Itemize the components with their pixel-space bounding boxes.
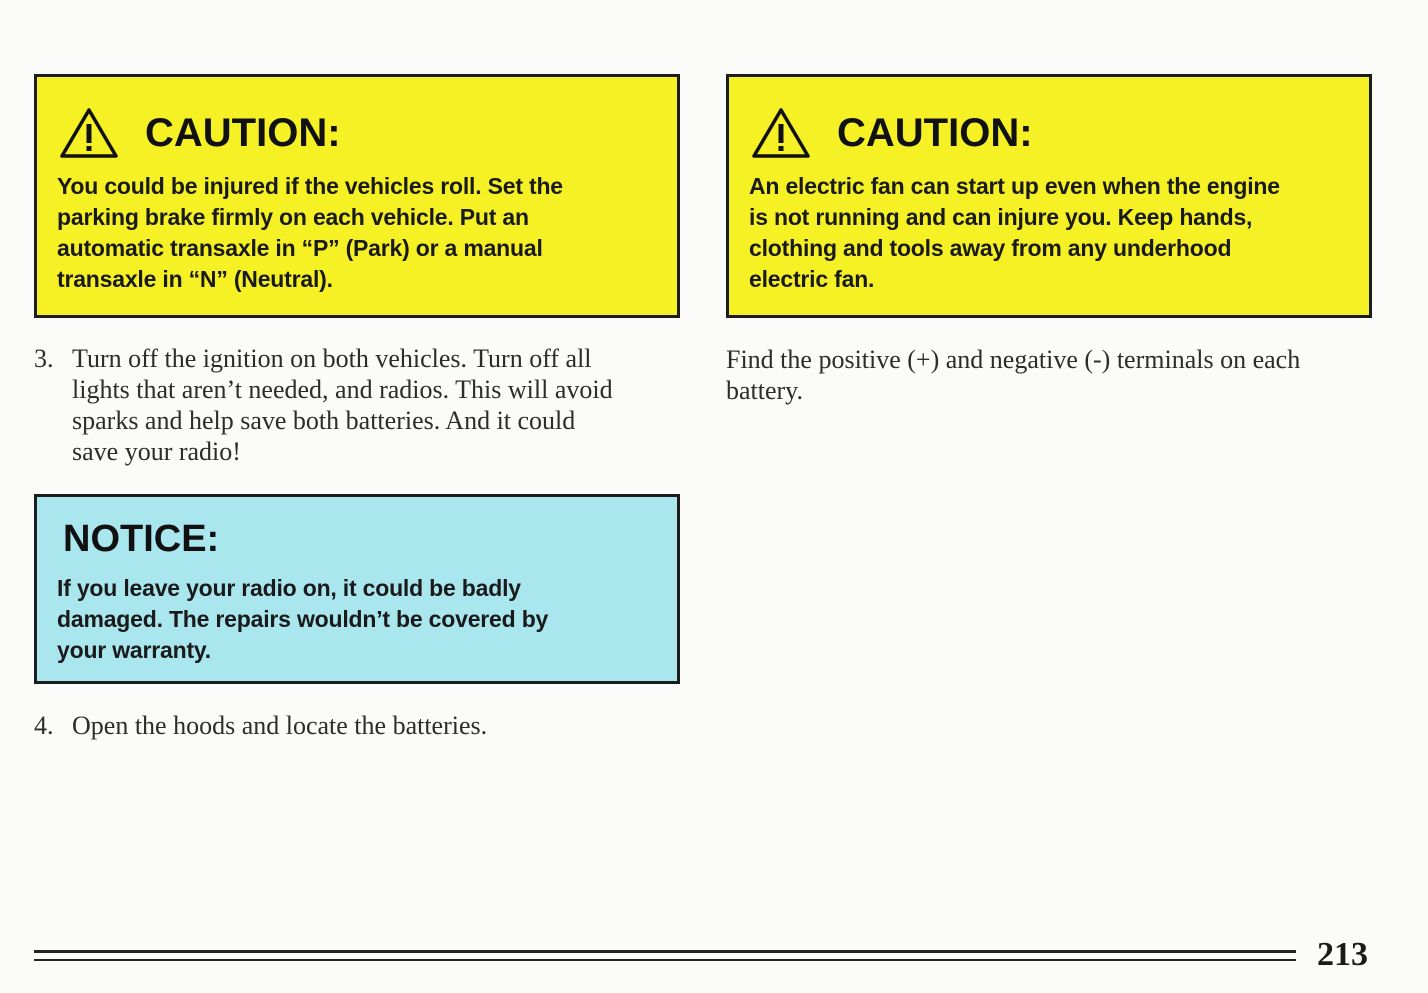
caution-line: electric fan. [749, 266, 875, 292]
paragraph-line: Find the positive (+) and negative (-) terminals on each [726, 345, 1301, 374]
caution-box-right [726, 74, 1372, 318]
step-3 [34, 343, 674, 467]
caution-line: parking brake firmly on each vehicle. Put an [57, 204, 529, 230]
step-line: save your radio! [72, 437, 241, 466]
caution-line: automatic transaxle in “P” (Park) or a manual [57, 235, 543, 261]
notice-text [57, 573, 637, 666]
notice-box [34, 494, 680, 684]
notice-line: If you leave your radio on, it could be badly [57, 575, 521, 601]
caution-line: You could be injured if the vehicles roll. Set the [57, 173, 563, 199]
step-line: lights that aren’t needed, and radios. This will avoid [72, 375, 613, 404]
notice-line: damaged. The repairs wouldn’t be covered by [57, 606, 549, 632]
caution-heading-right [751, 103, 1369, 163]
caution-line: clothing and tools away from any underhood [749, 235, 1232, 261]
terminals-paragraph [726, 344, 1386, 406]
warning-triangle-icon [59, 107, 119, 159]
step-number: 4. [34, 711, 54, 740]
page-number: 213 [1317, 936, 1368, 973]
caution-title-right: CAUTION: [837, 110, 1033, 155]
step-number: 3. [34, 344, 54, 373]
warning-triangle-icon [751, 107, 811, 159]
caution-box-left [34, 74, 680, 318]
caution-title-left: CAUTION: [145, 110, 341, 155]
step-text [72, 343, 613, 467]
caution-text-right [749, 171, 1329, 295]
step-4 [34, 710, 674, 741]
step-line: Turn off the ignition on both vehicles. Turn off all [72, 344, 592, 373]
caution-line: transaxle in “N” (Neutral). [57, 266, 333, 292]
caution-text-left [57, 171, 637, 295]
notice-line: your warranty. [57, 637, 211, 663]
footer-rule-top [34, 950, 1296, 953]
caution-heading-left [59, 103, 677, 163]
step-line: sparks and help save both batteries. And it could [72, 406, 576, 435]
footer-rule-bottom [34, 959, 1296, 961]
caution-line: is not running and can injure you. Keep hands, [749, 204, 1253, 230]
notice-heading: NOTICE: [63, 517, 220, 560]
paragraph-line: battery. [726, 376, 803, 405]
step-text: Open the hoods and locate the batteries. [72, 711, 488, 740]
caution-line: An electric fan can start up even when the engine [749, 173, 1280, 199]
